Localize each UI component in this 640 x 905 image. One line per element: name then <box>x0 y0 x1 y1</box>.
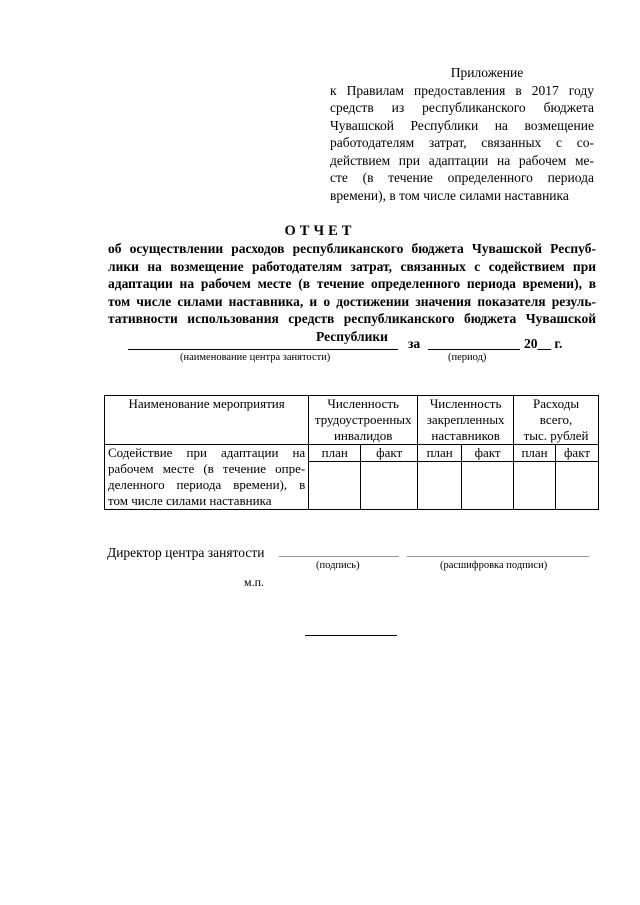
report-subtitle-line: адаптации на рабочем месте (в течение определенного периода времени), в <box>108 276 596 291</box>
director-label: Директор центра занятости <box>107 545 265 560</box>
report-subtitle-line: Республики <box>316 328 388 344</box>
signature-field[interactable] <box>279 544 399 557</box>
row-event-name: Содействие при адаптации на рабочем месте (в течение опре- деленного периода времени), в том числе силами наставника <box>105 445 309 510</box>
subheader-fact: факт <box>556 445 599 462</box>
value-employed-plan[interactable] <box>309 462 361 510</box>
signature-decode-caption: (расшифровка подписи) <box>440 560 548 571</box>
signature-caption: (подпись) <box>316 560 360 571</box>
value-mentors-plan[interactable] <box>418 462 462 510</box>
report-subtitle-line: лики на возмещение работодателям затрат, связанных с содействием при <box>108 258 596 274</box>
value-expenses-fact[interactable] <box>556 462 599 510</box>
table-row <box>105 445 599 462</box>
appendix-line: сте (в течение определенного периода <box>330 170 594 185</box>
header-event: Наименование мероприятия <box>105 396 309 445</box>
year-label: 20__ г. <box>524 336 563 351</box>
period-field[interactable] <box>428 336 520 350</box>
report-title: ОТЧЕТ <box>284 223 356 239</box>
subheader-fact: факт <box>462 445 514 462</box>
report-subtitle-line: том числе силами наставника, и о достижении значения показателя резуль- <box>108 293 596 309</box>
report-subtitle-line: об осуществлении расходов республиканского бюджета Чувашской Респуб- <box>108 241 596 256</box>
subheader-plan: план <box>309 445 361 462</box>
value-expenses-plan[interactable] <box>514 462 556 510</box>
appendix-line: работодателям затрат, связанных с со- <box>330 135 594 150</box>
appendix-line: Чувашской Республики на возмещение <box>330 117 594 133</box>
value-mentors-fact[interactable] <box>462 462 514 510</box>
subheader-plan: план <box>418 445 462 462</box>
center-name-field[interactable] <box>128 336 398 350</box>
subheader-fact: факт <box>361 445 418 462</box>
stamp-label: м.п. <box>244 575 265 589</box>
appendix-block <box>330 64 594 204</box>
subheader-plan: план <box>514 445 556 462</box>
table-header-row <box>105 396 599 445</box>
appendix-title: Приложение <box>450 65 524 80</box>
value-employed-fact[interactable] <box>361 462 418 510</box>
footer-separator <box>305 635 397 636</box>
report-table <box>104 395 599 510</box>
center-caption: (наименование центра занятости) <box>180 352 331 363</box>
signature-decode-field[interactable] <box>407 544 589 557</box>
header-mentors: Численность закрепленных наставников <box>418 396 514 445</box>
header-employed: Численность трудоустроенных инвалидов <box>309 396 418 445</box>
appendix-text <box>330 82 594 205</box>
appendix-line: действием при адаптации на рабочем ме- <box>330 152 594 168</box>
appendix-line: времени), в том числе силами наставника <box>330 187 569 203</box>
appendix-line: средств из республиканского бюджета <box>330 100 594 115</box>
header-expenses: Расходы всего, тыс. рублей <box>514 396 599 445</box>
report-subtitle <box>108 240 596 345</box>
appendix-line: к Правилам предоставления в 2017 году <box>330 82 594 98</box>
report-subtitle-line: тативности использования средств республиканского бюджета Чувашской <box>108 311 596 326</box>
period-caption: (период) <box>448 352 487 363</box>
for-label: за <box>408 336 421 351</box>
